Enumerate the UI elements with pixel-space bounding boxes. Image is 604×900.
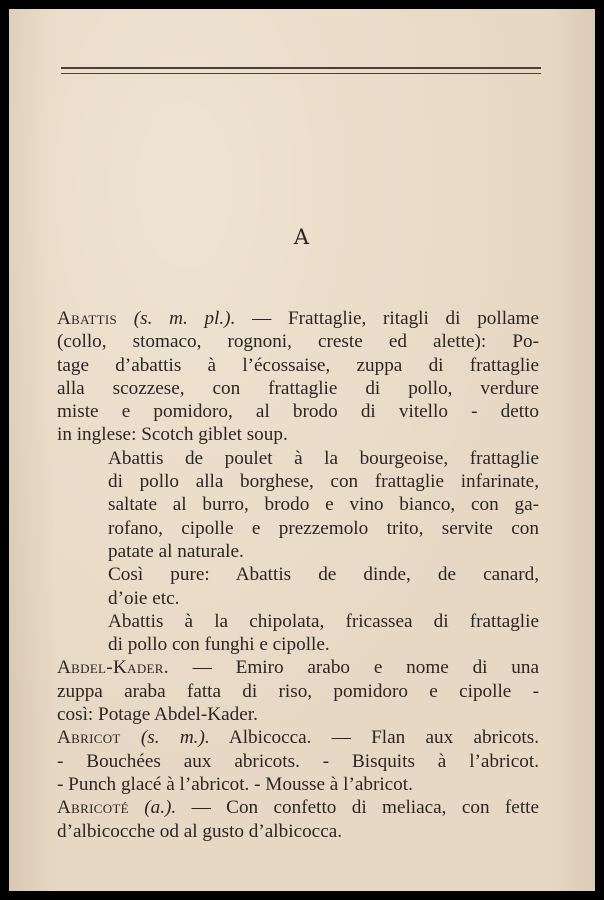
paragraph-abattis-chipolata: Abattis à la chipolata, fricassea di frattaglie di pollo con funghi e cipolle.: [108, 610, 539, 656]
book-page: [9, 9, 595, 891]
headword: Abdel-Kader.: [57, 657, 169, 679]
paragraph-abattis-bourgeoise: Abattis de poulet à la bourgeoise, frattaglie di pollo alla borghese, con frattaglie infarinate, saltate al burro, brodo e vino bianco, con ga- rofano, cipolle e prezzemolo trito, servite con patate al naturale.: [108, 447, 539, 562]
header-rule-thick: [61, 67, 541, 69]
grammar-note: (s. m.).: [140, 727, 210, 749]
entry-abattis: Abattis (s. m. pl.). — Frattaglie, ritagli di pollame (collo, stomaco, rognoni, creste ed alette): Po- tage d’abattis à l’écossaise, zuppa di frattaglie alla scozzese, con frattaglie di pollo, verdure miste e pomidoro, al brodo di vitello - detto in inglese: Scotch giblet soup.: [57, 308, 539, 446]
grammar-note: (a.).: [144, 797, 177, 819]
headword: Abattis: [57, 308, 118, 329]
section-letter: A: [293, 225, 311, 249]
headword: Abricot: [57, 727, 121, 749]
paragraph-abattis-dinde: Così pure: Abattis de dinde, de canard, d’oie etc.: [108, 564, 539, 609]
entry-abricote: Abricoté (a.). — Con confetto di meliaca, con fette d’albicocche od al gusto d’albicocca.: [57, 797, 540, 842]
headword: Abricoté: [57, 797, 129, 819]
header-rule-thin: [61, 73, 541, 74]
entry-abdel-kader: Abdel-Kader. — Emiro arabo e nome di una zuppa araba fatta di riso, pomidoro e cipolle - così: Potage Abdel-Kader.: [57, 657, 539, 726]
dictionary-text: [57, 307, 539, 843]
entry-abricot: Abricot (s. m.). Albicocca. — Flan aux abricots. - Bouchées aux abricots. - Bisquits à l’abricot. - Punch glacé à l’abricot. - Mousse à l’abricot.: [57, 727, 540, 795]
grammar-note: (s. m. pl.).: [133, 308, 236, 329]
